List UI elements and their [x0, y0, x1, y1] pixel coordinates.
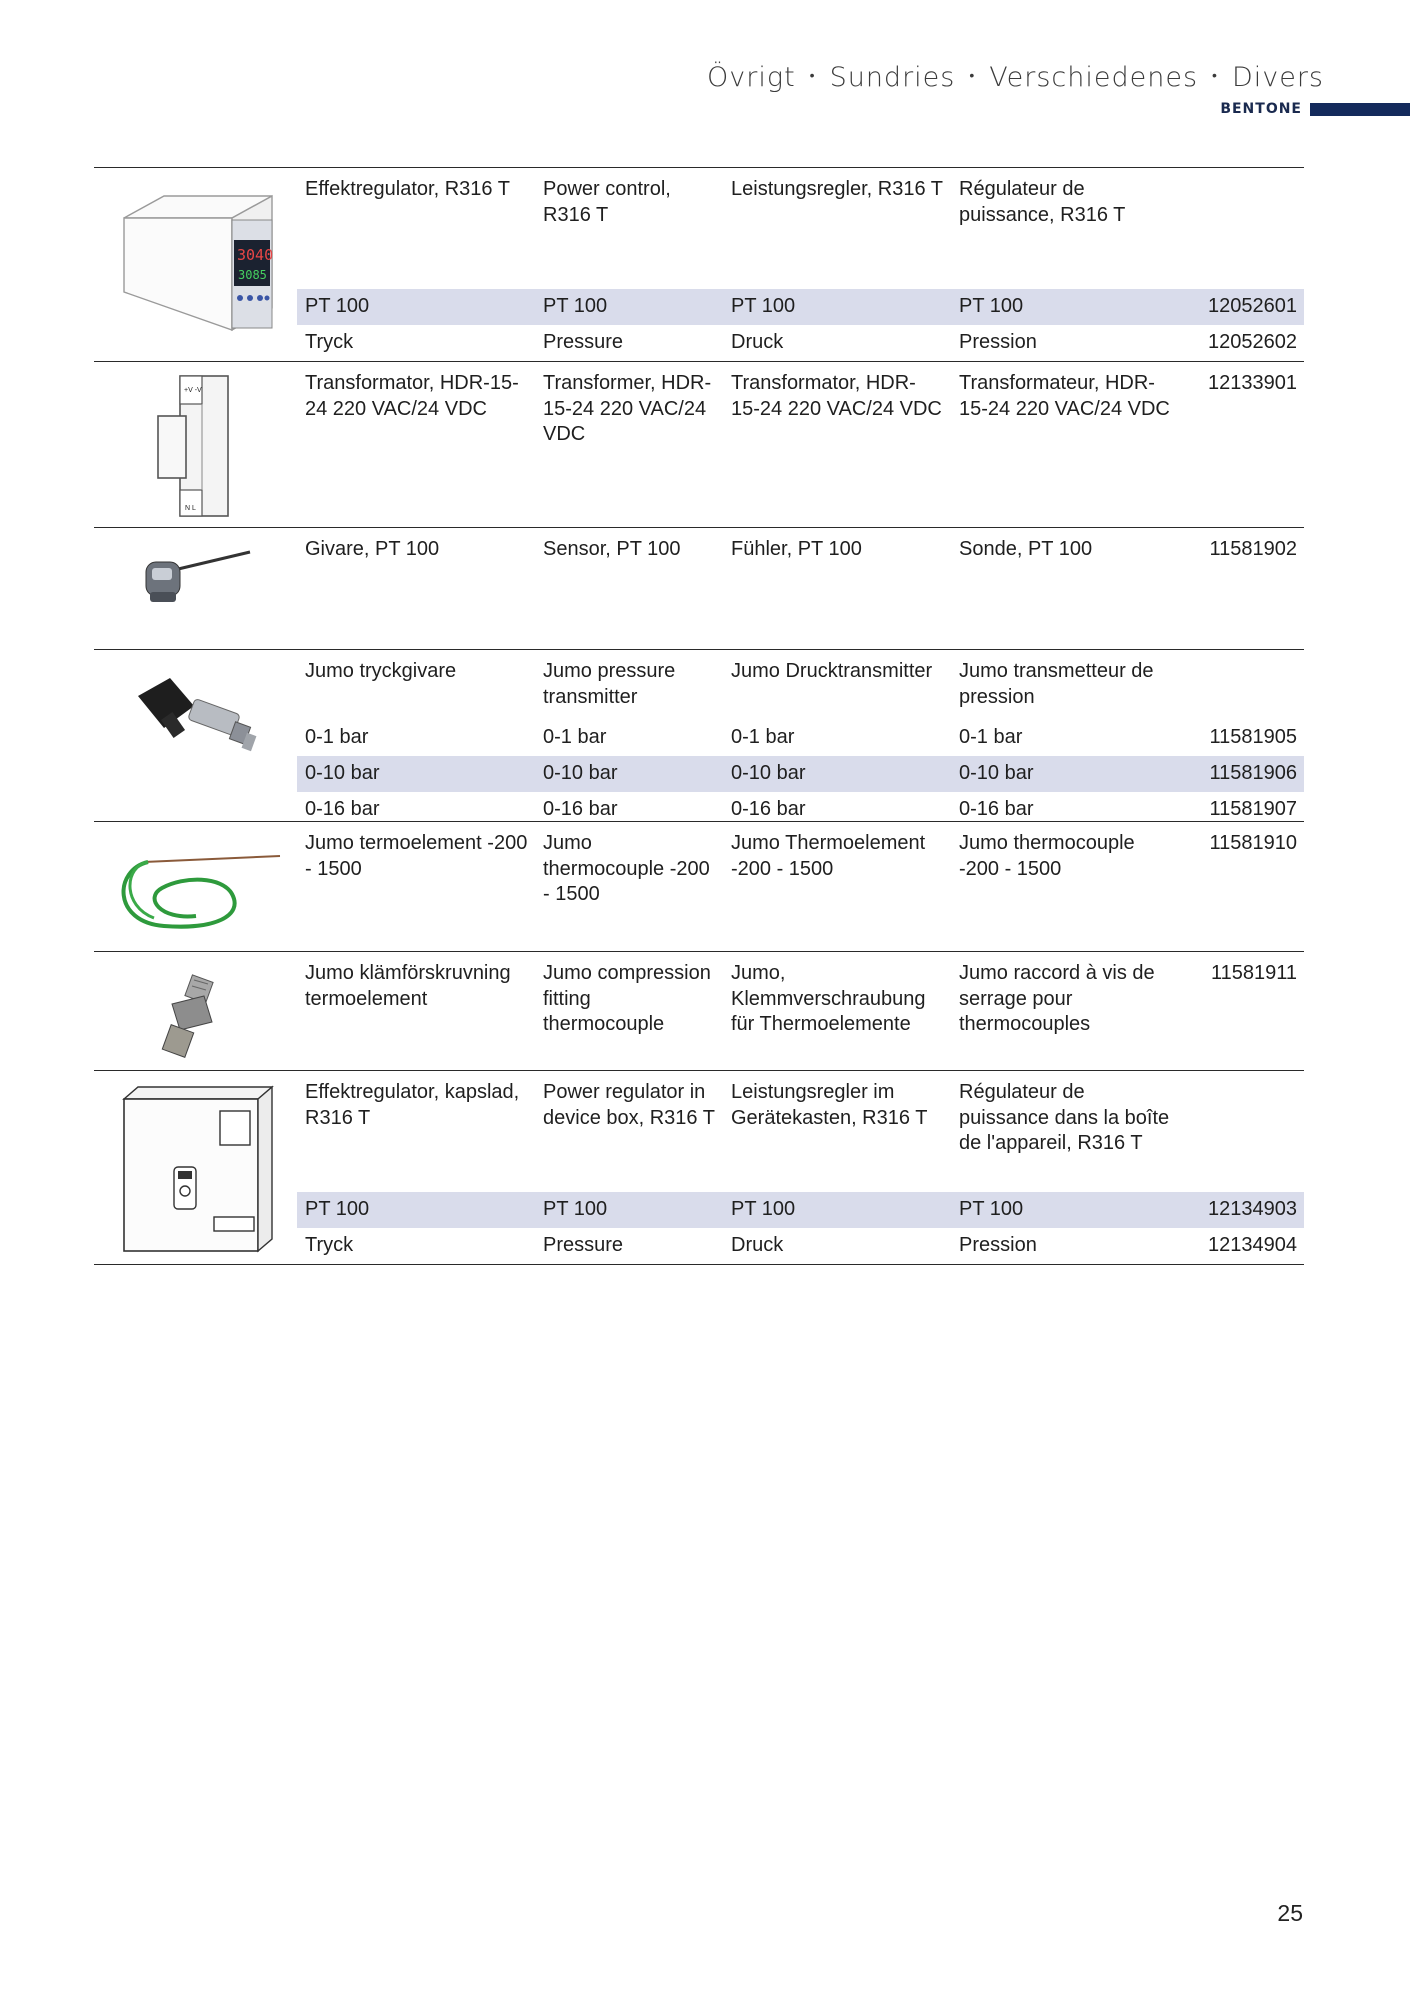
compression-fitting-image: [94, 974, 294, 1058]
cell-sv: Jumo termoelement -200 - 1500: [305, 832, 528, 880]
brand-logo: BENTONE: [1220, 101, 1302, 117]
cell-en: Pressure: [543, 1234, 624, 1257]
cell-sv: Jumo klämförskruvning termoelement: [305, 962, 511, 1010]
cell-de: Druck: [731, 1234, 784, 1257]
cell-fr: 0-16 bar: [959, 798, 1034, 821]
table-row: [297, 822, 1304, 908]
cell-article-number: 11581906: [1209, 762, 1297, 785]
svg-text:3040: 3040: [237, 246, 274, 264]
cell-sv: Effektregulator, kapslad, R316 T: [305, 1081, 520, 1129]
cell-en: 0-10 bar: [543, 762, 618, 785]
product-table: [94, 167, 1304, 1265]
cell-fr: Pression: [959, 1234, 1037, 1257]
cell-de: 0-16 bar: [731, 798, 806, 821]
cell-fr: Pression: [959, 331, 1037, 354]
section-title-fr: Divers: [1231, 62, 1324, 93]
table-row: [297, 756, 1304, 792]
product-group: [94, 527, 1304, 649]
cell-sv: Jumo tryckgivare: [305, 660, 457, 682]
cell-sv: Tryck: [305, 1234, 354, 1257]
section-title-sv: Övrigt: [707, 62, 796, 93]
product-group: [94, 649, 1304, 821]
cell-de: PT 100: [731, 295, 796, 318]
table-row: [297, 325, 1304, 361]
cell-en: Pressure: [543, 331, 624, 354]
cell-article-number: 11581911: [1210, 962, 1297, 984]
cell-article-number: [1185, 177, 1304, 289]
table-row: [297, 528, 1304, 563]
product-group: [94, 821, 1304, 951]
cell-article-number: 12134903: [1208, 1198, 1297, 1221]
thermocouple-cable-image: [94, 836, 294, 936]
svg-text:+V -V: +V -V: [184, 387, 202, 394]
cell-article-number: [1185, 1080, 1304, 1192]
cell-fr: Régulateur de puissance dans la boîte de l'appareil, R316 T: [959, 1081, 1170, 1154]
cell-fr: Régulateur de puissance, R316 T: [959, 178, 1126, 226]
cell-sv: Transformator, HDR-15-24 220 VAC/24 VDC: [305, 372, 519, 420]
cell-en: Power regulator in device box, R316 T: [543, 1081, 715, 1129]
cell-en: Sensor, PT 100: [543, 538, 681, 560]
cell-fr: Sonde, PT 100: [959, 538, 1093, 560]
separator-dot-icon: •: [809, 68, 816, 84]
table-row: [297, 168, 1304, 289]
separator-dot-icon: •: [969, 68, 976, 84]
cell-en: 0-16 bar: [543, 798, 618, 821]
cell-en: Jumo thermocouple -200 - 1500: [543, 832, 710, 905]
cell-article-number: 12133901: [1208, 372, 1297, 394]
cell-de: 0-10 bar: [731, 762, 806, 785]
cell-article-number: 12134904: [1208, 1234, 1297, 1257]
svg-text:3085: 3085: [238, 268, 267, 282]
cell-article-number: 11581910: [1209, 832, 1297, 854]
cell-article-number: 12052602: [1208, 331, 1297, 354]
table-row: [297, 1071, 1304, 1192]
cell-de: Leistungsregler, R316 T: [731, 178, 943, 200]
cell-en: Transformer, HDR-15-24 220 VAC/24 VDC: [543, 372, 712, 445]
cell-fr: PT 100: [959, 295, 1024, 318]
cell-fr: 0-1 bar: [959, 726, 1023, 749]
device-box-image: [94, 1085, 294, 1257]
cell-en: Jumo compression fitting thermocouple: [543, 962, 711, 1035]
cell-sv: 0-10 bar: [305, 762, 380, 785]
cell-article-number: [1185, 659, 1304, 720]
cell-article-number: 11581905: [1209, 726, 1297, 749]
cell-sv: Givare, PT 100: [305, 538, 440, 560]
cell-fr: PT 100: [959, 1198, 1024, 1221]
product-group: [94, 361, 1304, 527]
cell-de: Leistungsregler im Gerätekasten, R316 T: [731, 1081, 928, 1129]
cell-en: 0-1 bar: [543, 726, 607, 749]
cell-article-number: 11581907: [1209, 798, 1297, 821]
cell-de: Jumo, Klemmverschraubung für Thermoelemente: [731, 962, 926, 1035]
cell-sv: 0-16 bar: [305, 798, 380, 821]
cell-de: Fühler, PT 100: [731, 538, 862, 560]
cell-sv: Tryck: [305, 331, 354, 354]
page-number: 25: [1277, 1900, 1303, 1926]
cell-de: Jumo Thermoelement -200 - 1500: [731, 832, 926, 880]
cell-de: Transformator, HDR-15-24 220 VAC/24 VDC: [731, 372, 942, 420]
product-group: [94, 951, 1304, 1070]
table-row: [297, 720, 1304, 756]
cell-fr: Jumo transmetteur de pression: [959, 660, 1154, 708]
table-row: [297, 289, 1304, 325]
cell-en: Power control, R316 T: [543, 178, 671, 226]
brand-row: [1220, 101, 1410, 117]
table-row: [297, 362, 1304, 448]
cell-sv: PT 100: [305, 295, 370, 318]
brand-bar: [1310, 103, 1410, 116]
cell-fr: 0-10 bar: [959, 762, 1034, 785]
cell-de: PT 100: [731, 1198, 796, 1221]
cell-sv: 0-1 bar: [305, 726, 369, 749]
cell-sv: Effektregulator, R316 T: [305, 178, 510, 200]
pressure-transmitter-image: [94, 666, 294, 766]
cell-de: Druck: [731, 331, 784, 354]
cell-de: 0-1 bar: [731, 726, 795, 749]
cell-en: PT 100: [543, 295, 608, 318]
table-row: [297, 650, 1304, 720]
cell-article-number: 12052601: [1208, 295, 1297, 318]
section-title-en: Sundries: [829, 62, 956, 93]
din-rail-transformer-image: [94, 374, 294, 520]
svg-text:N L: N L: [185, 505, 196, 512]
cell-en: PT 100: [543, 1198, 608, 1221]
pt100-sensor-image: [94, 546, 294, 606]
section-title-de: Verschiedenes: [989, 62, 1199, 93]
section-title: [707, 62, 1324, 93]
product-group: [94, 167, 1304, 361]
cell-sv: PT 100: [305, 1198, 370, 1221]
table-row: [297, 1192, 1304, 1228]
cell-fr: Jumo raccord à vis de serrage pour thermocouples: [959, 962, 1155, 1035]
table-row: [297, 952, 1304, 1038]
cell-en: Jumo pressure transmitter: [543, 660, 676, 708]
cell-de: Jumo Drucktransmitter: [731, 660, 933, 682]
separator-dot-icon: •: [1212, 68, 1218, 84]
cell-article-number: 11581902: [1209, 538, 1297, 560]
cell-fr: Jumo thermocouple -200 - 1500: [959, 832, 1135, 880]
product-group: [94, 1070, 1304, 1265]
cell-fr: Transformateur, HDR-15-24 220 VAC/24 VDC: [959, 372, 1170, 420]
table-row: [297, 1228, 1304, 1264]
temperature-controller-image: [94, 180, 294, 340]
